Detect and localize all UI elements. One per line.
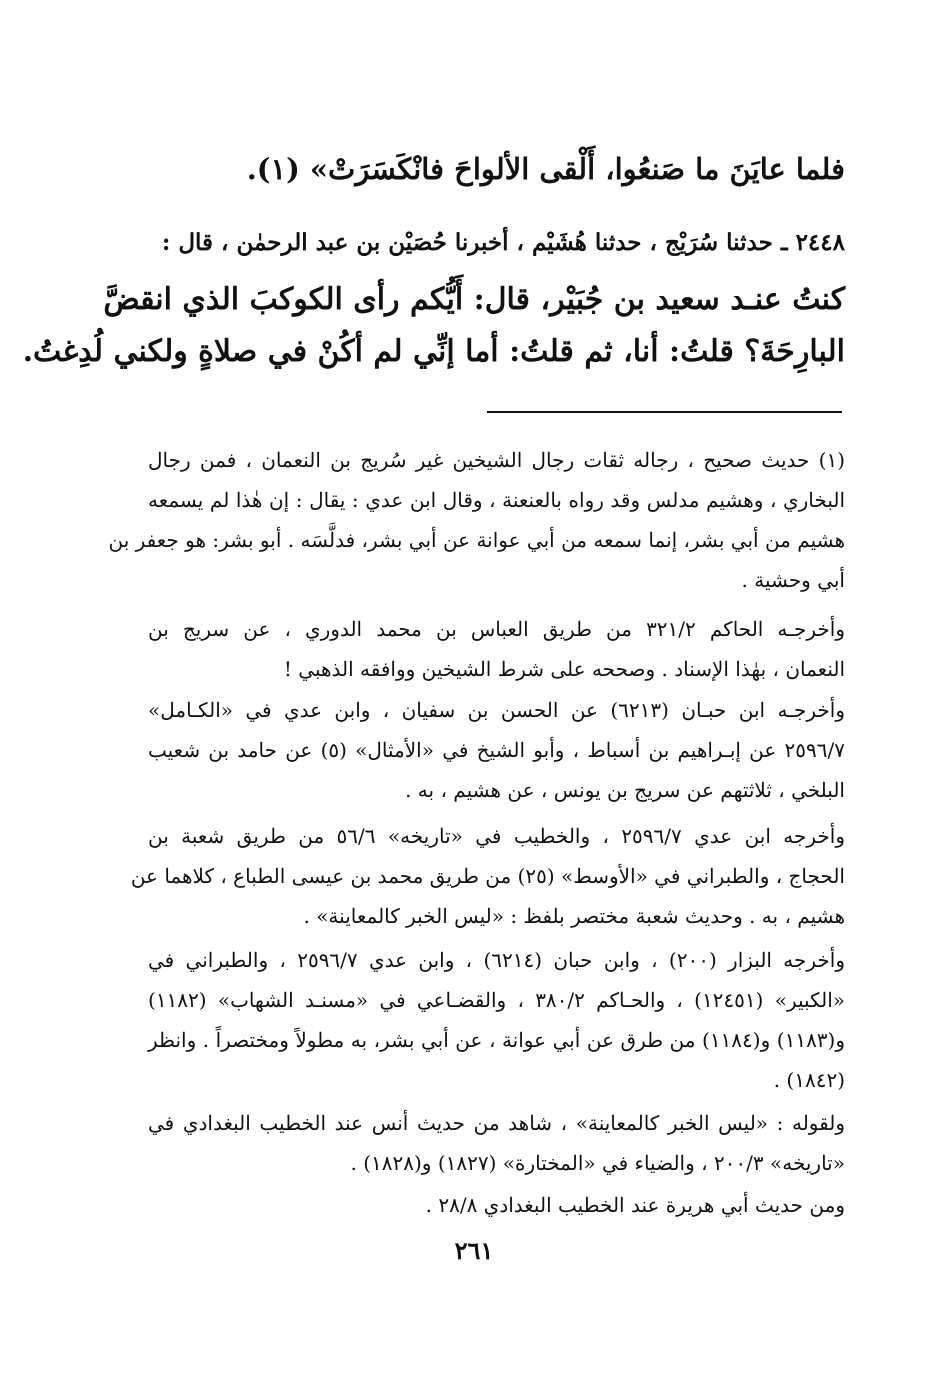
footnote-line: أبي وحشية . (741, 568, 845, 592)
footnote-line: وأخرجه البزار (٢٠٠) ، وابن حبان (٦٢١٤) ، وابن عدي ٢٥٩٦/٧ ، والطبراني في (148, 948, 845, 972)
footnote-line: ومن حديث أبي هريرة عند الخطيب البغدادي ٢٨/٨ . (425, 1193, 845, 1217)
footnote-line: «تاريخه» ٢٠٠/٣ ، والضياء في «المختارة» (١٨٢٧) و(١٨٢٨) . (350, 1151, 845, 1175)
footnote-paragraph (108, 440, 845, 600)
matn-line: كنتُ عنـد سعيد بن جُبَيْر، قال: أَيُّكم رأى الكوكبَ الذي انقضَّ (103, 282, 845, 317)
footnote-paragraph (148, 1103, 845, 1183)
footnote-line: البلخي ، ثلاثتهم عن سريج بن يونس ، عن هشيم ، به . (405, 778, 845, 802)
footnote-line: البخاري ، وهشيم مدلس وقد رواه بالعنعنة ، وقال ابن عدي : يقال : إن هٰذا لم يسمعه (148, 488, 845, 512)
footnote-line: «الكبير» (١٢٤٥١) ، والحـاكم ٣٨٠/٢ ، والقضـاعي في «مسنـد الشهاب» (١١٨٢) (148, 988, 845, 1012)
footnote-line: هشيم من أبي بشر، إنما سمعه من أبي عوانة عن أبي بشر، فدلَّسَه . أبو بشر: هو جعفر بن (108, 528, 845, 552)
footnote-paragraph (148, 1185, 845, 1225)
footnote-paragraph (148, 690, 845, 810)
footnote-line: (١٨٤٢) . (773, 1068, 845, 1092)
hadith-header: ٢٤٤٨ ـ حدثنا سُرَيْج ، حدثنا هُشَيْم ، أخبرنا حُصَيْن بن عبد الرحمٰن ، قال : (161, 229, 845, 256)
footnote-line: هشيم ، به . وحديث شعبة مختصر بلفظ : «ليس الخبر كالمعاينة» . (303, 904, 845, 928)
footnote-line: ولقوله : «ليس الخبر كالمعاينة» ، شاهد من حديث أنس عند الخطيب البغدادي في (148, 1111, 845, 1135)
verse-line: فلما عايَنَ ما صَنعُوا، أَلْقى الألواحَ فانْكَسَرَتْ» (١). (246, 152, 845, 186)
footnote-paragraph (148, 609, 845, 689)
footnote-line: (١) حديث صحيح ، رجاله ثقات رجال الشيخين غير سُريج بن النعمان ، فمن رجال (148, 448, 845, 472)
footnote-separator (487, 411, 842, 413)
footnote-line: النعمان ، بهٰذا الإسناد . وصححه على شرط الشيخين ووافقه الذهبي ! (283, 657, 845, 681)
footnote-paragraph (148, 940, 845, 1100)
footnote-line: وأخرجـه الحاكم ٣٢١/٢ من طريق العباس بن محمد الدوري ، عن سريج بن (148, 617, 845, 641)
footnote-line: ٢٥٩٦/٧ عن إبـراهيم بن أسباط ، وأبو الشيخ في «الأمثال» (٥) عن حامد بن شعيب (148, 738, 845, 762)
matn-line: البارِحَةَ؟ قلتُ: أنا، ثم قلتُ: أما إنِّي لم أكُنْ في صلاةٍ ولكني لُدِغتُ. (22, 334, 845, 369)
footnote-line: وأخرجـه ابن حبـان (٦٢١٣) عن الحسن بن سفيان ، وابن عدي في «الكـامل» (148, 698, 845, 722)
footnote-line: و(١١٨٣) و(١١٨٤) من طرق عن أبي عوانة ، عن أبي بشر، به مطولاً ومختصراً . وانظر (148, 1028, 846, 1052)
footnote-paragraph (130, 816, 845, 936)
footnote-line: وأخرجه ابن عدي ٢٥٩٦/٧ ، والخطيب في «تاريخه» ٥٦/٦ من طريق شعبة بن (148, 824, 845, 848)
footnote-line: الحجاج ، والطبراني في «الأوسط» (٢٥) من طريق محمد بن عيسى الطباع ، كلاهما عن (130, 864, 845, 888)
page-number: ٢٦١ (454, 1236, 494, 1265)
